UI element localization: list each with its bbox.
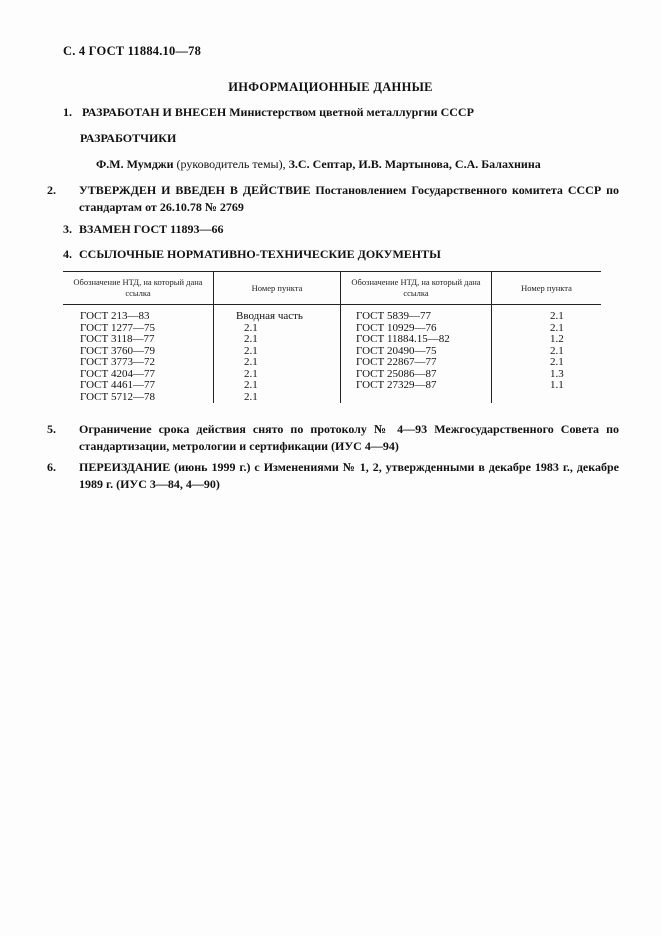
left-docs-column (63, 305, 214, 404)
item-3-number: 3. (63, 222, 72, 236)
table-cell: 2.1 (244, 367, 258, 380)
table-cell: ГОСТ 3773—72 (80, 356, 155, 368)
table-cell: ГОСТ 3760—79 (80, 344, 155, 357)
table-cell: ГОСТ 11884.15—82 (356, 333, 450, 345)
header-clause-left: Номер пункта (214, 272, 341, 305)
item-4 (63, 246, 603, 263)
header-clause-right: Номер пункта (492, 272, 602, 305)
item-4-number: 4. (63, 247, 72, 261)
item-6-number: 6. (47, 460, 56, 474)
table-cell: 2.1 (244, 333, 258, 345)
item-4-text: ССЫЛОЧНЫЕ НОРМАТИВНО-ТЕХНИЧЕСКИЕ ДОКУМЕНТЫ (79, 247, 441, 261)
header-doc-right: Обозначение НТД, на который дана ссылка (341, 272, 492, 305)
table-body-row (63, 305, 601, 404)
developer-lead-role: (руководитель темы), (176, 157, 286, 171)
developer-lead-name: Ф.М. Мумджи (96, 157, 174, 171)
table-cell: 2.1 (550, 321, 564, 334)
table-cell: ГОСТ 4204—77 (80, 367, 155, 380)
table-cell: ГОСТ 10929—76 (356, 321, 437, 334)
table-cell: ГОСТ 5839—77 (356, 310, 431, 322)
item-1-text: Министерством цветной металлургии СССР (229, 105, 474, 119)
section-title: ИНФОРМАЦИОННЫЕ ДАННЫЕ (228, 80, 433, 94)
table-cell: 2.1 (550, 344, 564, 357)
page-header: С. 4 ГОСТ 11884.10—78 (63, 44, 202, 58)
left-clauses-column (214, 305, 341, 404)
table-cell: ГОСТ 4461—77 (80, 379, 155, 391)
item-2-number: 2. (47, 183, 56, 197)
item-2-text: Постановлением Государственного комитета СССР по стандартам от 26.10.78 № 2769 (79, 183, 620, 214)
developers-list (96, 157, 541, 172)
table-cell: 2.1 (244, 321, 258, 334)
item-6-text: ПЕРЕИЗДАНИЕ (июнь 1999 г.) с Изменениями № 1, 2, утвержденными в декабре 1983 г., декабре 1989 г. (ИУС 3—84, 4—90) (79, 460, 619, 491)
table-cell: ГОСТ 25086—87 (356, 367, 437, 380)
item-5 (47, 421, 619, 455)
developer-other-names: З.С. Септар, И.В. Мартынова, С.А. Балахнина (288, 157, 541, 171)
table-cell: Вводная часть (236, 310, 303, 322)
table-cell: 1.3 (550, 367, 564, 380)
header-doc-left: Обозначение НТД, на который дана ссылка (63, 272, 214, 305)
table-cell: 2.1 (244, 344, 258, 357)
right-docs-column (341, 305, 492, 404)
item-2-lead: УТВЕРЖДЕН И ВВЕДЕН В ДЕЙСТВИЕ (79, 183, 311, 197)
table-cell: 1.1 (550, 379, 564, 391)
item-5-text: Ограничение срока действия снято по протоколу № 4—93 Межгосударственного Совета по стандартизации, метрологии и сертификации (ИУС 4—94) (79, 422, 619, 453)
item-2 (47, 182, 620, 216)
table-cell: ГОСТ 5712—78 (80, 390, 155, 403)
table-cell: 2.1 (244, 379, 258, 391)
table-cell: 2.1 (244, 390, 258, 403)
item-1-lead: РАЗРАБОТАН И ВНЕСЕН (82, 105, 227, 119)
right-clauses-column (492, 305, 602, 404)
item-5-number: 5. (47, 422, 56, 436)
developers-heading: РАЗРАБОТЧИКИ (80, 131, 177, 145)
table-cell: ГОСТ 27329—87 (356, 379, 437, 391)
item-1 (63, 104, 603, 121)
table-cell: 2.1 (244, 356, 258, 368)
table-header-row (63, 272, 601, 305)
item-3-text: ВЗАМЕН ГОСТ 11893—66 (79, 222, 224, 236)
table-cell: 2.1 (550, 310, 564, 322)
table-cell: 2.1 (550, 356, 564, 368)
item-1-number: 1. (63, 105, 72, 119)
table-cell: ГОСТ 1277—75 (80, 321, 155, 334)
reference-documents-table (63, 271, 601, 403)
table-cell: ГОСТ 3118—77 (80, 333, 155, 345)
item-6 (47, 459, 619, 493)
table-cell: ГОСТ 213—83 (80, 310, 150, 322)
table-cell: ГОСТ 22867—77 (356, 356, 437, 368)
table-cell: ГОСТ 20490—75 (356, 344, 437, 357)
item-3 (63, 221, 603, 238)
table-cell: 1.2 (550, 333, 564, 345)
